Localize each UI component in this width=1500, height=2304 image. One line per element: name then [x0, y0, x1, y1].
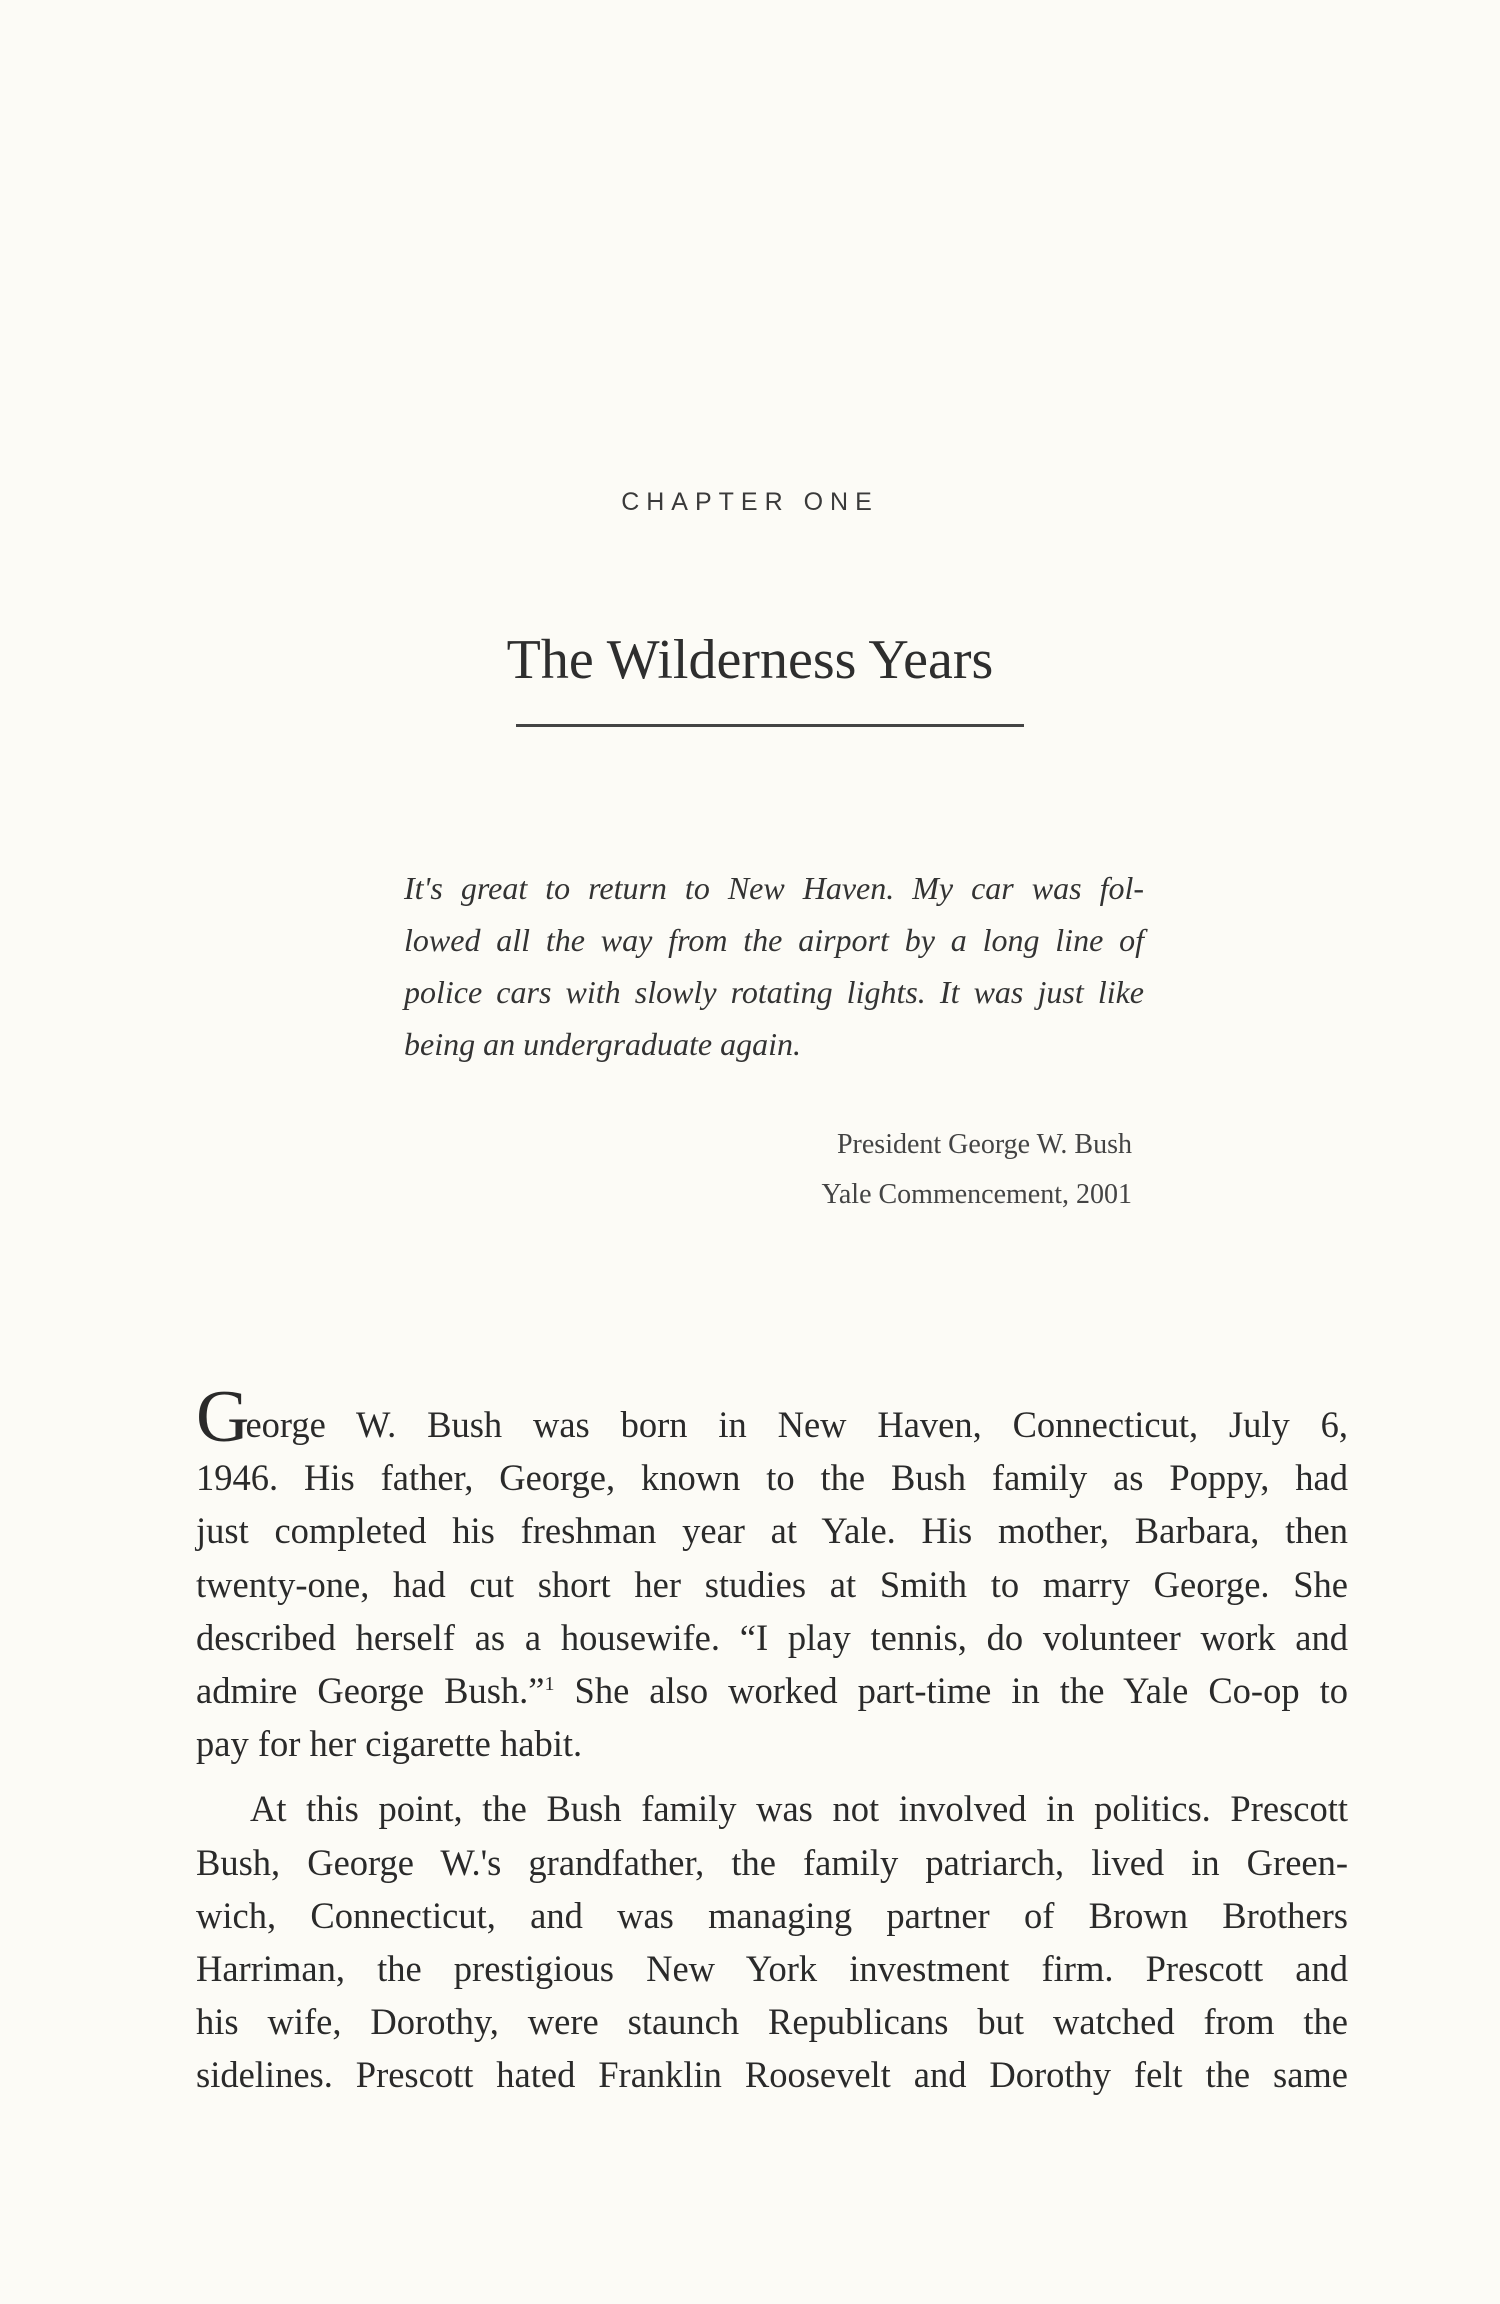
title-rule — [516, 724, 1024, 727]
epigraph-attribution — [700, 1120, 1132, 1220]
paragraph-2-line: sidelines. Prescott hated Franklin Roosevelt and Dorothy felt the same — [196, 2054, 1348, 2096]
paragraph-1-line: 1946. His father, George, known to the Bush family as Poppy, had — [196, 1457, 1348, 1499]
paragraph-2-line: wich, Connecticut, and was managing partner of Brown Brothers — [196, 1894, 1348, 1936]
epigraph-line: It's great to return to New Haven. My car was fol- — [404, 870, 1144, 906]
paragraph-1-line-1 — [196, 1376, 1348, 1458]
paragraph-1-line: just completed his freshman year at Yale. His mother, Barbara, then — [196, 1510, 1348, 1552]
paragraph-1-line: described herself as a housewife. “I play tennis, do volunteer work and — [196, 1616, 1348, 1658]
attribution-name: President George W. Bush — [836, 1129, 1132, 1160]
footnote-marker[interactable]: 1 — [544, 1672, 555, 1695]
paragraph-1-line: twenty-one, had cut short her studies at Smith to marry George. She — [196, 1563, 1348, 1605]
drop-cap: G — [196, 1376, 250, 1458]
paragraph-1-line-6-before: admire George Bush.” — [196, 1669, 545, 1711]
paragraph-1-line-6-after: She also worked part-time in the Yale Co-op to — [554, 1669, 1348, 1711]
paragraph-1-line-6 — [196, 1664, 1348, 1717]
epigraph — [404, 862, 1144, 1070]
paragraph-1-line-1-text: eorge W. Bush was born in New Haven, Connecticut, July 6, — [245, 1404, 1348, 1445]
epigraph-line: being an undergraduate again. — [404, 1026, 801, 1062]
paragraph-2-line: Harriman, the prestigious New York investment firm. Prescott and — [196, 1947, 1348, 1989]
paragraph-gap — [196, 1770, 1348, 1782]
paragraph-2-line: At this point, the Bush family was not involved in politics. Prescott — [250, 1788, 1348, 1830]
epigraph-line: lowed all the way from the airport by a long line of — [404, 922, 1144, 958]
paragraph-2-line: Bush, George W.'s grandfather, the family patriarch, lived in Green- — [196, 1841, 1348, 1883]
body-text — [196, 1376, 1348, 2101]
epigraph-line: police cars with slowly rotating lights. It was just like — [404, 974, 1144, 1010]
paragraph-2-line: his wife, Dorothy, were staunch Republicans but watched from the — [196, 2001, 1348, 2043]
chapter-title: The Wilderness Years — [506, 629, 994, 691]
attribution-source: Yale Commencement, 2001 — [821, 1179, 1132, 1210]
paragraph-1-line: pay for her cigarette habit. — [196, 1723, 583, 1765]
chapter-label: CHAPTER ONE — [621, 488, 879, 516]
